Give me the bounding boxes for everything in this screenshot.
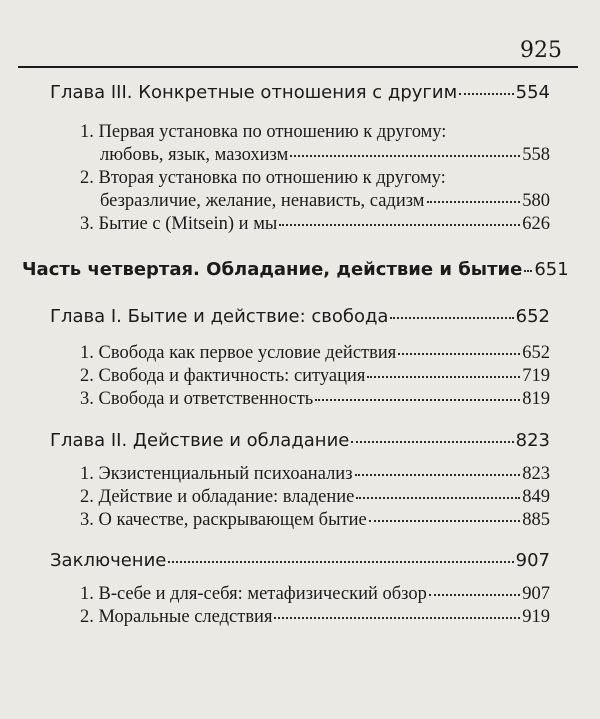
toc-entry-page: 626 bbox=[522, 214, 550, 234]
toc-entry-section bbox=[100, 191, 550, 212]
toc-entry-label-line1: 1. Первая установка по отношению к другому: bbox=[80, 122, 447, 142]
toc-entry-section bbox=[80, 343, 550, 364]
dot-leader bbox=[369, 520, 521, 522]
toc-entry-label-line1: 2. Вторая установка по отношению к другому: bbox=[80, 168, 446, 188]
toc-entry-label: 1. Свобода как первое условие действия bbox=[80, 343, 397, 363]
toc-entry-section bbox=[80, 607, 550, 628]
toc-entry-page: 651 bbox=[534, 259, 569, 280]
toc-entry-page: 849 bbox=[522, 487, 550, 507]
toc-entry-label: 3. О качестве, раскрывающем бытие bbox=[80, 510, 367, 530]
toc-entry-page: 907 bbox=[515, 550, 550, 571]
dot-leader bbox=[315, 399, 520, 401]
toc-entry-section bbox=[80, 214, 550, 235]
toc-entry-chapter-3 bbox=[50, 82, 550, 103]
toc-entry-conclusion bbox=[50, 550, 550, 571]
header-rule bbox=[18, 66, 578, 68]
toc-entry-page: 823 bbox=[515, 430, 550, 451]
toc-entry-label: 2. Моральные следствия bbox=[80, 607, 273, 627]
dot-leader bbox=[274, 617, 520, 619]
toc-entry-chapter-2 bbox=[50, 430, 550, 451]
toc-entry-section bbox=[80, 487, 550, 508]
toc-entry-label: безразличие, желание, ненависть, садизм bbox=[100, 191, 425, 211]
toc-entry-section bbox=[80, 584, 550, 605]
toc-entry-page: 819 bbox=[522, 389, 550, 409]
toc-entry-page: 907 bbox=[522, 584, 550, 604]
toc-entry-label: 1. Экзистенциальный психоанализ bbox=[80, 464, 353, 484]
toc-entry-chapter-1 bbox=[50, 306, 550, 327]
toc-entry-label: Глава II. Действие и обладание bbox=[50, 430, 350, 451]
dot-leader bbox=[429, 594, 520, 596]
toc-entry-label: 2. Свобода и фактичность: ситуация bbox=[80, 366, 366, 386]
toc-entry-label: любовь, язык, мазохизм bbox=[100, 145, 289, 165]
toc-entry-page: 580 bbox=[522, 191, 550, 211]
toc-entry-label: Глава I. Бытие и действие: свобода bbox=[50, 306, 389, 327]
toc-entry-label: 3. Свобода и ответственность bbox=[80, 389, 314, 409]
toc-entry-page: 919 bbox=[522, 607, 550, 627]
toc-entry-section bbox=[80, 464, 550, 485]
toc-entry-page: 719 bbox=[522, 366, 550, 386]
dot-leader bbox=[459, 93, 513, 95]
toc-entry-page: 652 bbox=[522, 343, 550, 363]
dot-leader bbox=[367, 376, 520, 378]
dot-leader bbox=[279, 224, 520, 226]
dot-leader bbox=[427, 201, 521, 203]
dot-leader bbox=[398, 353, 520, 355]
toc-entry-section bbox=[100, 145, 550, 166]
toc-entry-page: 554 bbox=[515, 82, 550, 103]
toc-entry-page: 823 bbox=[522, 464, 550, 484]
toc-entry-section bbox=[80, 366, 550, 387]
dot-leader bbox=[390, 317, 513, 319]
toc-entry-section bbox=[80, 510, 550, 531]
toc-entry-page: 558 bbox=[522, 145, 550, 165]
toc-entry-part-4 bbox=[22, 259, 569, 280]
toc-entry-label: Глава III. Конкретные отношения с другим bbox=[50, 82, 458, 103]
dot-leader bbox=[524, 270, 532, 272]
dot-leader bbox=[290, 155, 520, 157]
toc-entry-page: 885 bbox=[522, 510, 550, 530]
dot-leader bbox=[356, 497, 520, 499]
dot-leader bbox=[355, 474, 521, 476]
page-number: 925 bbox=[520, 38, 562, 63]
toc-entry-label: Часть четвертая. Обладание, действие и бытие bbox=[22, 259, 523, 280]
toc-entry-section bbox=[80, 389, 550, 410]
dot-leader bbox=[168, 561, 513, 563]
dot-leader bbox=[351, 441, 513, 443]
toc-entry-label: 1. В-себе и для-себя: метафизический обзор bbox=[80, 584, 427, 604]
toc-entry-label: Заключение bbox=[50, 550, 167, 571]
toc-entry-page: 652 bbox=[515, 306, 550, 327]
toc-entry-label: 2. Действие и обладание: владение bbox=[80, 487, 355, 507]
toc-entry-label: 3. Бытие с (Mitsein) и мы bbox=[80, 214, 278, 234]
